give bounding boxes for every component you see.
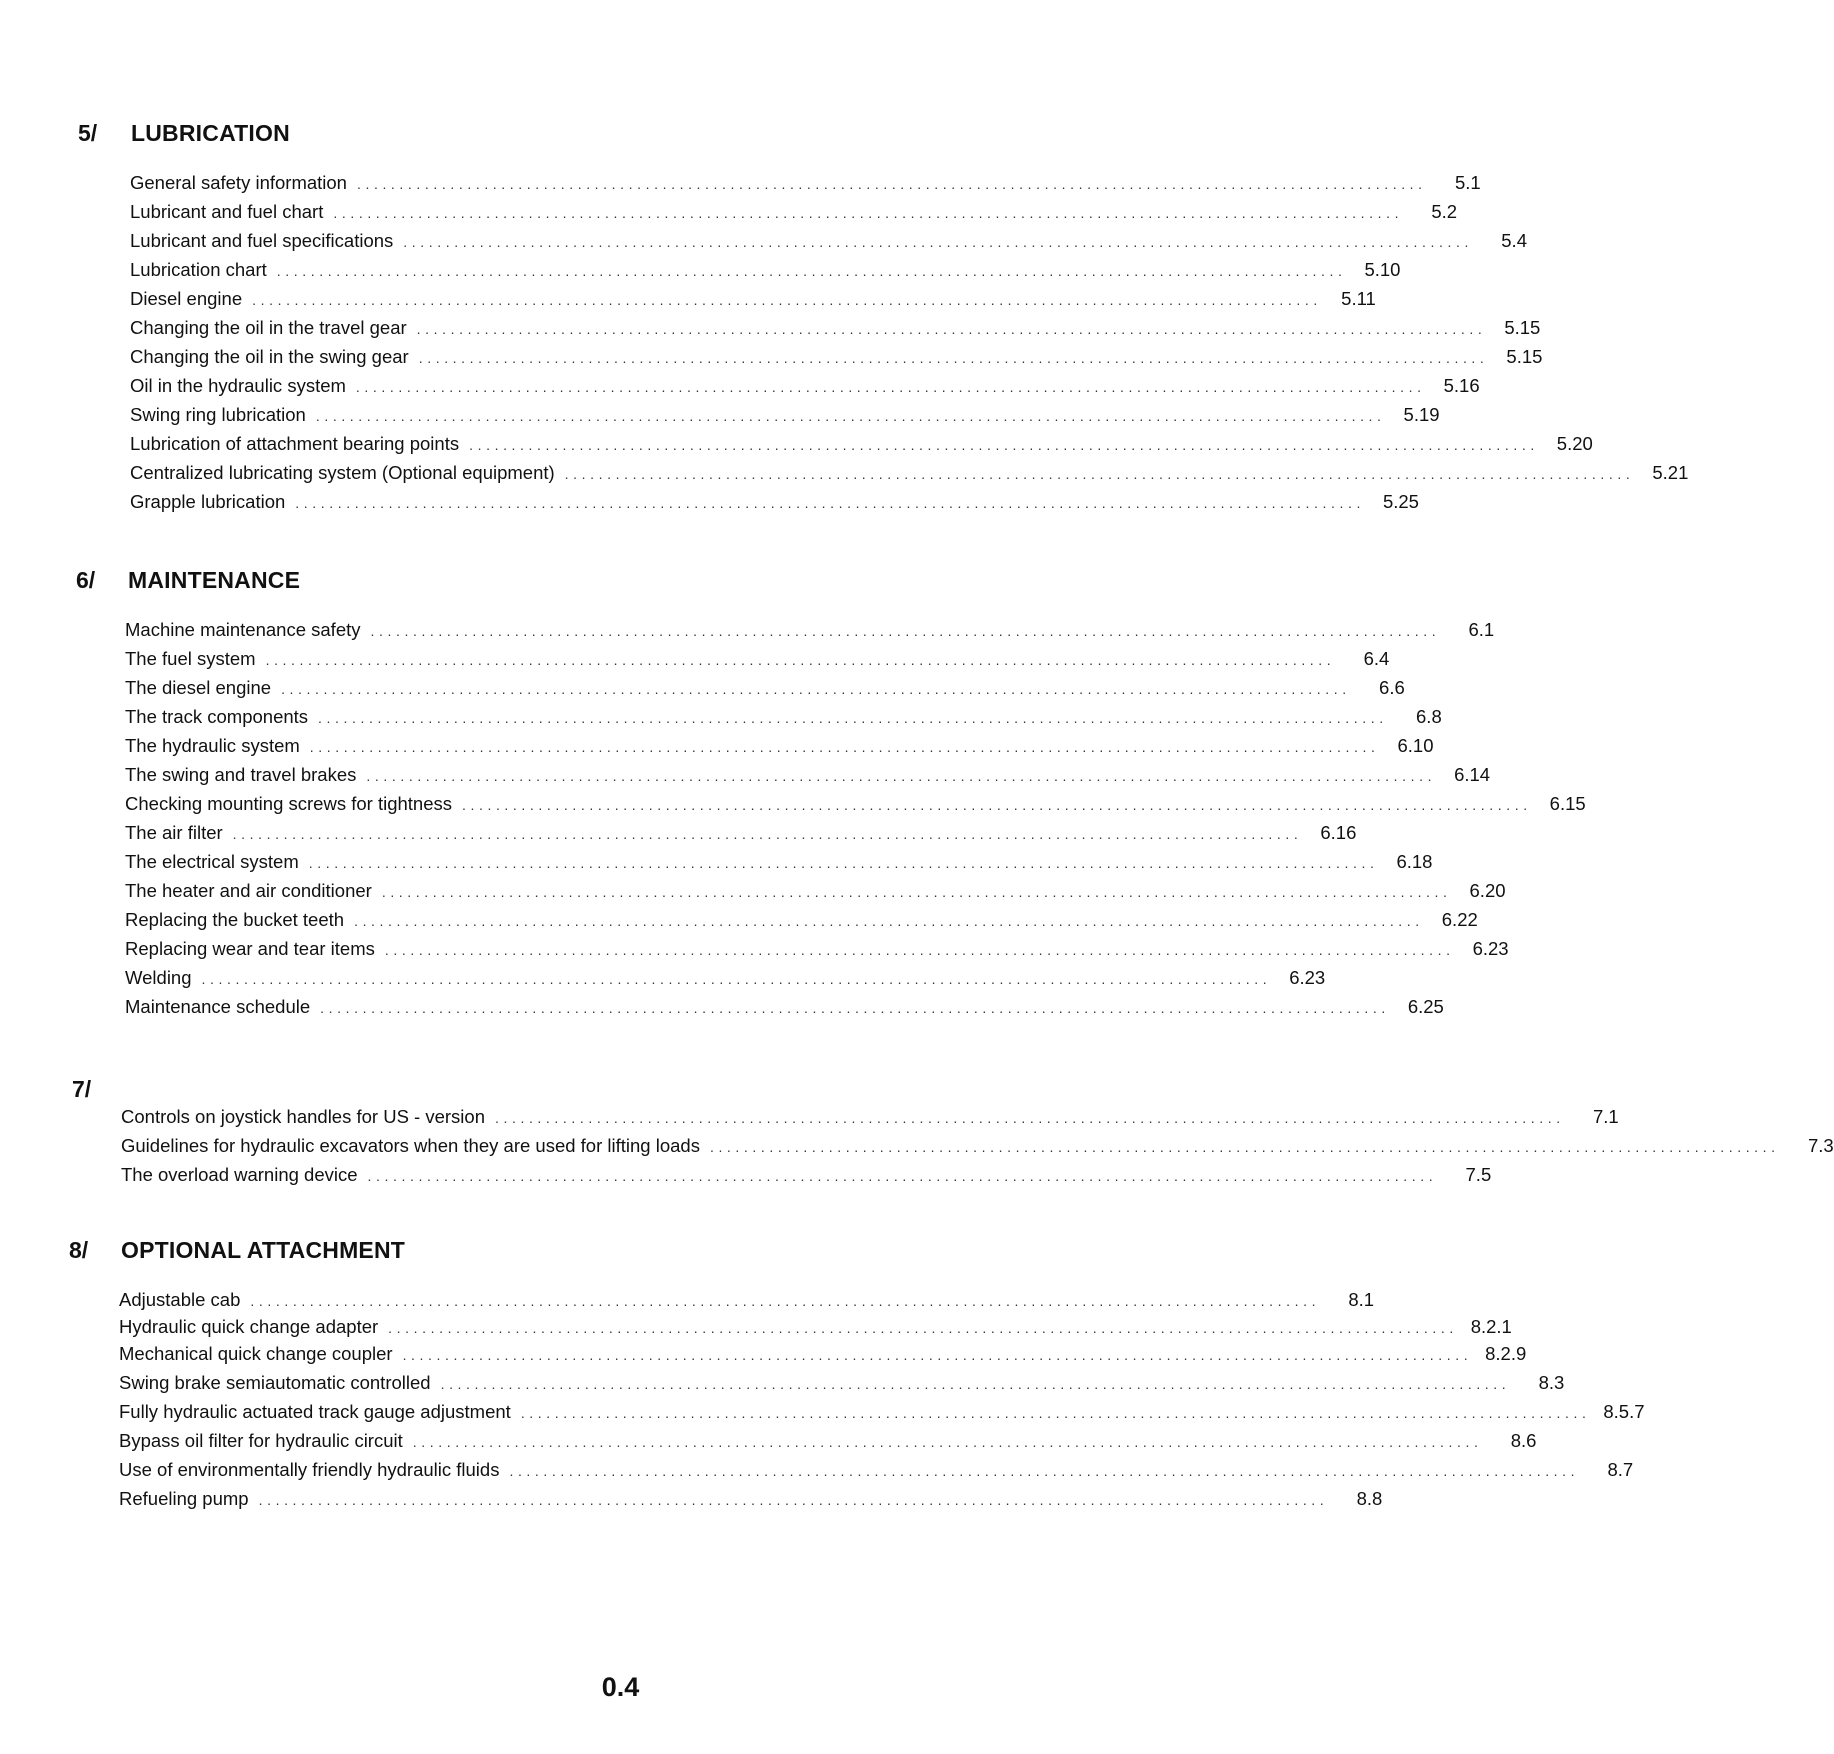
toc-entry[interactable]: [125, 648, 1390, 674]
toc-entry[interactable]: [121, 1164, 1492, 1190]
toc-entry-label: Checking mounting screws for tightness: [125, 793, 452, 814]
dot-leader: ..............................................................................................................................: [469, 437, 1539, 453]
toc-entry[interactable]: [125, 677, 1405, 703]
dot-leader: ..............................................................................................................................: [252, 292, 1322, 308]
toc-entry[interactable]: [130, 172, 1481, 198]
toc-entry-page: 6.1: [1468, 619, 1495, 640]
toc-entry-page: 7.1: [1592, 1106, 1619, 1127]
toc-entry-page: 8.5.7: [1603, 1401, 1645, 1422]
toc-entry[interactable]: [119, 1401, 1645, 1427]
dot-leader: ..............................................................................................................................: [356, 176, 1427, 192]
dot-leader: ..............................................................................................................................: [709, 1139, 1780, 1155]
toc-entry-label: Use of environmentally friendly hydraulic fluids: [119, 1459, 500, 1480]
toc-entry-page: 5.19: [1403, 404, 1440, 425]
dot-leader: ..............................................................................................................................: [520, 1405, 1591, 1421]
toc-entry-label: Centralized lubricating system (Optional equipment): [130, 462, 555, 483]
toc-entry-label: Welding: [125, 967, 192, 988]
dot-leader: ..............................................................................................................................: [354, 913, 1424, 929]
toc-entry[interactable]: [119, 1372, 1565, 1398]
toc-entry-page: 6.25: [1407, 996, 1444, 1017]
dot-leader: ..............................................................................................................................: [388, 1320, 1458, 1336]
toc-entry-page: 6.4: [1363, 648, 1390, 669]
toc-entry-label: The track components: [125, 706, 309, 727]
toc-entry[interactable]: [130, 404, 1440, 430]
section-heading: [78, 120, 1138, 150]
section-title: OPTIONAL ATTACHMENT: [121, 1237, 406, 1263]
toc-entry[interactable]: [130, 230, 1527, 256]
dot-leader: ..............................................................................................................................: [265, 652, 1336, 668]
dot-leader: ..............................................................................................................................: [318, 710, 1388, 726]
toc-entry-label: Changing the oil in the travel gear: [130, 317, 407, 338]
section-7: [72, 1076, 1834, 1206]
dot-leader: ..............................................................................................................................: [403, 234, 1473, 250]
toc-entry-page: 5.2: [1431, 201, 1458, 222]
dot-leader: ..............................................................................................................................: [295, 495, 1365, 511]
toc-entry-label: Grapple lubrication: [130, 491, 286, 512]
toc-entry[interactable]: [125, 996, 1444, 1022]
dot-leader: ..............................................................................................................................: [461, 797, 1532, 813]
toc-entry-page: 5.11: [1341, 288, 1376, 309]
toc-entry[interactable]: [119, 1430, 1537, 1456]
toc-entry-label: Guidelines for hydraulic excavators when they are used for lifting loads: [121, 1135, 700, 1156]
dot-leader: ..............................................................................................................................: [370, 623, 1441, 639]
dot-leader: ..............................................................................................................................: [366, 768, 1437, 784]
toc-entry[interactable]: [125, 735, 1434, 761]
toc-entry-page: 7.3: [1807, 1135, 1834, 1156]
section-heading: [69, 1237, 1139, 1267]
toc-entry-page: 5.15: [1506, 346, 1543, 367]
section-8: [69, 1237, 1645, 1537]
dot-leader: ..............................................................................................................................: [276, 263, 1347, 279]
toc-entry[interactable]: [125, 706, 1442, 732]
toc-entry-label: The fuel system: [125, 648, 256, 669]
toc-entry-label: The hydraulic system: [125, 735, 300, 756]
dot-leader: ..............................................................................................................................: [384, 942, 1455, 958]
dot-leader: ..............................................................................................................................: [494, 1110, 1565, 1126]
section-heading: [72, 1076, 1132, 1106]
toc-entry[interactable]: [125, 822, 1357, 848]
dot-leader: ..............................................................................................................................: [440, 1376, 1511, 1392]
toc-entry[interactable]: [125, 967, 1326, 993]
toc-entry-label: Replacing the bucket teeth: [125, 909, 345, 930]
dot-leader: ..............................................................................................................................: [381, 884, 1452, 900]
toc-entry-page: 5.16: [1443, 375, 1480, 396]
toc-entry-page: 8.6: [1510, 1430, 1537, 1451]
toc-entry-page: 8.8: [1356, 1488, 1383, 1509]
section-number: 5/: [78, 120, 98, 146]
dot-leader: ..............................................................................................................................: [258, 1492, 1329, 1508]
toc-entry[interactable]: [125, 793, 1586, 819]
toc-entry[interactable]: [130, 201, 1458, 227]
dot-leader: ..............................................................................................................................: [412, 1434, 1483, 1450]
toc-entry-label: The swing and travel brakes: [125, 764, 357, 785]
dot-leader: ..............................................................................................................................: [418, 350, 1489, 366]
toc-entry-label: Lubrication chart: [130, 259, 267, 280]
toc-entry-page: 6.23: [1289, 967, 1326, 988]
toc-entry-label: Adjustable cab: [119, 1289, 241, 1310]
toc-entry[interactable]: [130, 462, 1689, 488]
section-number: 6/: [76, 567, 96, 593]
toc-entry[interactable]: [130, 288, 1376, 314]
toc-entry-page: 6.18: [1396, 851, 1433, 872]
dot-leader: ..............................................................................................................................: [201, 971, 1272, 987]
section-number: 7/: [72, 1076, 92, 1102]
dot-leader: ..............................................................................................................................: [309, 739, 1380, 755]
section-5: [78, 120, 1689, 520]
toc-entry-label: Refueling pump: [119, 1488, 249, 1509]
dot-leader: ..............................................................................................................................: [315, 408, 1386, 424]
toc-entry-label: Replacing wear and tear items: [125, 938, 375, 959]
toc-entry-label: The overload warning device: [121, 1164, 358, 1185]
dot-leader: ..............................................................................................................................: [333, 205, 1404, 221]
toc-entry-page: 8.3: [1538, 1372, 1565, 1393]
toc-entry-label: Maintenance schedule: [125, 996, 311, 1017]
toc-entry-page: 6.23: [1472, 938, 1509, 959]
toc-entry-label: The heater and air conditioner: [125, 880, 372, 901]
dot-leader: ..............................................................................................................................: [308, 855, 1379, 871]
toc-entry-page: 5.15: [1504, 317, 1541, 338]
toc-entry-label: Hydraulic quick change adapter: [119, 1316, 379, 1337]
toc-entry-label: Lubrication of attachment bearing points: [130, 433, 460, 454]
toc-entry-page: 8.2.1: [1470, 1316, 1512, 1337]
toc-entry[interactable]: [119, 1343, 1527, 1369]
toc-entry[interactable]: [125, 764, 1491, 790]
toc-entry[interactable]: [130, 346, 1543, 372]
dot-leader: ..............................................................................................................................: [564, 466, 1635, 482]
section-heading: [76, 567, 1136, 597]
section-6: [76, 567, 1586, 1027]
toc-entry[interactable]: [119, 1459, 1634, 1485]
toc-entry-label: The air filter: [125, 822, 223, 843]
page-number: 0.4: [601, 1672, 640, 1702]
toc-entry-page: 6.16: [1320, 822, 1357, 843]
toc-entry[interactable]: [121, 1106, 1619, 1132]
toc-entry[interactable]: [125, 938, 1509, 964]
toc-entry-page: 5.25: [1382, 491, 1419, 512]
toc-entry-page: 5.20: [1556, 433, 1593, 454]
dot-leader: ..............................................................................................................................: [355, 379, 1426, 395]
toc-entry-page: 5.10: [1364, 259, 1401, 280]
toc-entry-page: 6.14: [1454, 764, 1491, 785]
toc-entry-page: 6.20: [1469, 880, 1506, 901]
toc-entry[interactable]: [119, 1488, 1383, 1514]
toc-entry-page: 6.10: [1397, 735, 1434, 756]
toc-entry-label: Swing brake semiautomatic controlled: [119, 1372, 431, 1393]
toc-entry[interactable]: [130, 433, 1593, 459]
dot-leader: ..............................................................................................................................: [320, 1000, 1390, 1016]
toc-entry-label: The diesel engine: [125, 677, 272, 698]
toc-entry-page: 6.22: [1441, 909, 1478, 930]
toc-entry-page: 5.1: [1454, 172, 1481, 193]
dot-leader: ..............................................................................................................................: [416, 321, 1487, 337]
toc-entry[interactable]: [125, 619, 1495, 645]
toc-entry-label: Machine maintenance safety: [125, 619, 361, 640]
toc-entry[interactable]: [130, 259, 1401, 285]
section-number: 8/: [69, 1237, 89, 1263]
toc-entry[interactable]: [119, 1316, 1512, 1342]
toc-entry-page: 7.5: [1465, 1164, 1492, 1185]
dot-leader: ..............................................................................................................................: [367, 1168, 1438, 1184]
toc-entry[interactable]: [130, 375, 1480, 401]
toc-entry-page: 8.2.9: [1485, 1343, 1527, 1364]
toc-entry[interactable]: [130, 317, 1541, 343]
toc-entry-label: Controls on joystick handles for US - version: [121, 1106, 485, 1127]
toc-entry[interactable]: [125, 880, 1506, 906]
toc-entry-label: General safety information: [130, 172, 347, 193]
toc-entry-page: 8.1: [1348, 1289, 1375, 1310]
toc-entry[interactable]: [125, 909, 1478, 935]
toc-entry-label: Diesel engine: [130, 288, 243, 309]
toc-entry-label: Mechanical quick change coupler: [119, 1343, 393, 1364]
dot-leader: ..............................................................................................................................: [402, 1347, 1473, 1363]
dot-leader: ..............................................................................................................................: [281, 681, 1351, 697]
toc-entry-label: Changing the oil in the swing gear: [130, 346, 409, 367]
toc-entry[interactable]: [125, 851, 1433, 877]
toc-entry-label: Lubricant and fuel specifications: [130, 230, 394, 251]
toc-entry-label: Lubricant and fuel chart: [130, 201, 324, 222]
toc-entry[interactable]: [121, 1135, 1834, 1161]
toc-entry[interactable]: [119, 1289, 1375, 1315]
section-title: MAINTENANCE: [128, 567, 301, 593]
toc-entry-page: 8.7: [1607, 1459, 1634, 1480]
dot-leader: ..............................................................................................................................: [509, 1463, 1580, 1479]
section-title: LUBRICATION: [131, 120, 290, 146]
toc-entry-page: 6.15: [1549, 793, 1586, 814]
toc-entry[interactable]: [130, 491, 1419, 517]
toc-entry-label: The electrical system: [125, 851, 299, 872]
toc-entry-page: 6.8: [1416, 706, 1442, 727]
toc-entry-label: Oil in the hydraulic system: [130, 375, 346, 396]
dot-leader: ..............................................................................................................................: [250, 1293, 1321, 1309]
toc-entry-label: Swing ring lubrication: [130, 404, 306, 425]
toc-entry-page: 5.4: [1501, 230, 1527, 251]
toc-entry-page: 5.21: [1652, 462, 1689, 483]
toc-entry-page: 6.6: [1379, 677, 1405, 698]
toc-entry-label: Bypass oil filter for hydraulic circuit: [119, 1430, 403, 1451]
dot-leader: ..............................................................................................................................: [232, 826, 1303, 842]
toc-entry-label: Fully hydraulic actuated track gauge adjustment: [119, 1401, 511, 1422]
